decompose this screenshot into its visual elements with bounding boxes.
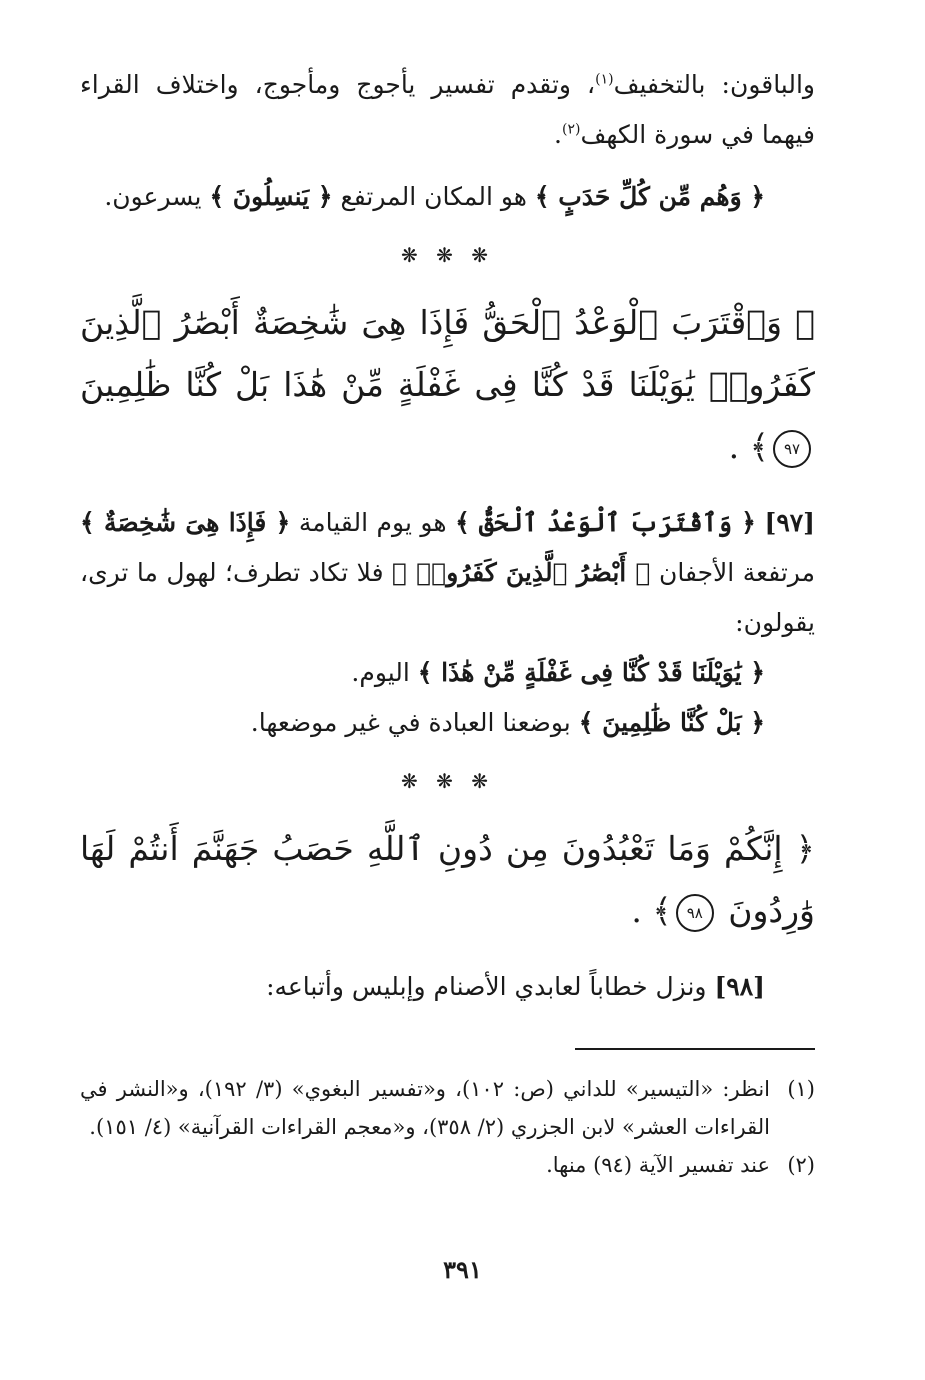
quran-quote: ﴿ أَبْصَٰرُ ٱلَّذِينَ كَفَرُوا۟ ﴾ bbox=[392, 558, 651, 587]
verse-98 bbox=[80, 818, 815, 942]
verse-97 bbox=[80, 292, 815, 478]
ayah-number-marker: ٩٨ bbox=[676, 894, 714, 932]
footnotes bbox=[80, 1070, 815, 1184]
footnote-mark: (٢) bbox=[787, 1153, 815, 1177]
quran-quote: ﴿ بَلْ كُنَّا ظَٰلِمِينَ ﴾ bbox=[578, 708, 765, 737]
text: والباقون: بالتخفيف bbox=[613, 70, 815, 99]
quran-quote: ﴿ يَنسِلُونَ ﴾ bbox=[209, 182, 333, 211]
footnote-text: انظر: «التيسير» للداني (ص: ١٠٢)، و«تفسير البغوي» (٣/ ١٩٢)، و«النشر في القراءات العشر» لابن الجزري (٢/ ٣٥٨)، و«معجم القراءات القرآنية» (٤/ ١٥١). bbox=[80, 1077, 770, 1139]
text: ونزل خطاباً لعابدي الأصنام وإبليس وأتباعه: bbox=[266, 972, 715, 1001]
text: فيهما في سورة الكهف bbox=[580, 120, 815, 149]
text: هو يوم القيامة bbox=[290, 508, 456, 537]
quran-quote: ﴿ يَٰوَيْلَنَا قَدْ كُنَّا فِى غَفْلَةٍ مِّنْ هَٰذَا ﴾ bbox=[417, 658, 765, 687]
text: . bbox=[554, 120, 562, 149]
text: فلا تكاد تطرف؛ لهول ما ترى، يقولون: bbox=[80, 558, 815, 637]
verse-label: [٩٨] bbox=[714, 972, 765, 1001]
tafsir-97 bbox=[80, 498, 815, 648]
tafsir-97-line-woe bbox=[80, 648, 815, 698]
page-body bbox=[80, 60, 815, 1184]
footnote-2 bbox=[80, 1146, 815, 1184]
footnote-1 bbox=[80, 1070, 815, 1146]
verse-text: ﴿ وَٱقْتَرَبَ ٱلْوَعْدُ ٱلْحَقُّ فَإِذَا هِىَ شَٰخِصَةٌ أَبْصَٰرُ ٱلَّذِينَ كَفَرُوا۟ يَٰوَيْلَنَا قَدْ كُنَّا فِى غَفْلَةٍ مِّنْ هَٰذَا بَلْ كُنَّا ظَٰلِمِينَ bbox=[80, 303, 815, 404]
text: بوضعنا العبادة في غير موضعها. bbox=[250, 708, 579, 737]
ayah-number-marker: ٩٧ bbox=[773, 430, 811, 468]
footnote-ref-1[interactable]: (١) bbox=[595, 71, 614, 88]
text: يسرعون. bbox=[104, 182, 210, 211]
footnote-ref-2[interactable]: (٢) bbox=[562, 121, 581, 138]
verse-label: [٩٧] bbox=[764, 508, 816, 537]
section-separator: ❋ ❋ ❋ bbox=[401, 769, 494, 793]
footnote-mark: (١) bbox=[787, 1077, 815, 1101]
text: اليوم. bbox=[351, 658, 418, 687]
tafsir-97-line-wrongdoers bbox=[80, 698, 815, 748]
footnote-divider bbox=[575, 1048, 815, 1050]
section-separator: ❋ ❋ ❋ bbox=[401, 243, 494, 267]
text: مرتفعة الأجفان bbox=[650, 558, 815, 587]
verse-close: ﴾ . bbox=[631, 891, 672, 930]
page-number: ٣٩١ bbox=[443, 1255, 482, 1284]
quran-quote: ﴿ فَإِذَا هِىَ شَٰخِصَةٌ ﴾ bbox=[80, 508, 291, 537]
paragraph-hadab bbox=[80, 172, 815, 222]
quran-quote: ﴿ وَٱقْتَرَبَ ٱلْوَعْدُ ٱلْحَقُّ ﴾ bbox=[455, 508, 756, 537]
text: هو المكان المرتفع bbox=[332, 182, 535, 211]
text: ، وتقدم تفسير يأجوج ومأجوج، واختلاف القراء bbox=[80, 70, 596, 99]
paragraph-readings bbox=[80, 60, 815, 160]
footnote-text: عند تفسير الآية (٩٤) منها. bbox=[546, 1153, 770, 1177]
tafsir-98 bbox=[80, 962, 815, 1012]
verse-close: ﴾ . bbox=[728, 427, 769, 466]
verse-text: ﴿ إِنَّكُمْ وَمَا تَعْبُدُونَ مِن دُونِ ٱللَّهِ حَصَبُ جَهَنَّمَ أَنتُمْ لَهَا وَٰرِدُونَ bbox=[80, 829, 815, 930]
quran-quote: ﴿ وَهُم مِّن كُلِّ حَدَبٍ ﴾ bbox=[534, 182, 765, 211]
